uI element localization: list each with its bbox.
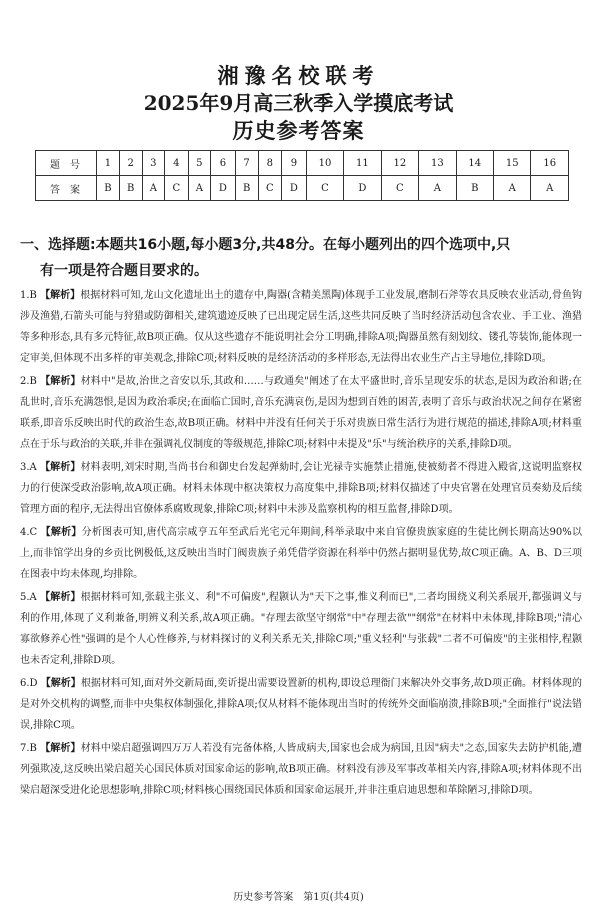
question-number: 16 <box>531 151 569 176</box>
question-number: 7 <box>235 151 258 176</box>
explanation-item <box>20 738 582 801</box>
answer-cell: D <box>282 176 307 201</box>
explanation-item <box>20 285 582 369</box>
answer-cell: B <box>235 176 258 201</box>
item-number: 6.D <box>20 678 38 689</box>
explanation-item <box>20 457 582 520</box>
analysis-tag: 【解析】 <box>40 743 81 754</box>
item-number: 2.B <box>20 376 37 387</box>
item-text: 根据材料可知,面对外交新局面,奕䜣提出需要设置新的机构,即设总理衙门来解决外交事务,故D项正确。材料体现的是对外交机构的调整,而非中央集权体制强化,排除A项;仅从材料不能体现出当时的传统外交面临崩溃,排除B项;"全面推行"说法错误,排除C项。 <box>20 678 583 731</box>
answer-cell: C <box>258 176 282 201</box>
exam-name-title: 2025年9月高三秋季入学摸底考试 <box>143 91 454 115</box>
answer-cell: B <box>119 176 142 201</box>
question-number: 3 <box>142 151 164 176</box>
answer-doc-title: 历史参考答案 <box>232 119 365 143</box>
answer-cell: A <box>494 176 531 201</box>
explanation-item <box>20 673 582 736</box>
item-text: 根据材料可知,龙山文化遗址出土的遗存中,陶器(含精美黑陶)体现手工业发展,磨制石斧等农具反映农业活动,骨鱼钩涉及渔猎,石箭头可能与狩猎或防御相关,建筑遗迹反映了已出现定居生活,这些共同反映了当时经济活动包含农业、手工业、渔猎等多种形态,具有多元特征,故B项正确。仅从这些遗存不能说明社会分工明确,排除A项;陶器虽然有刻划纹、镂孔等装饰,能体现一定审美,但体现不出多样的审美观念,排除C项;材料反映的是经济活动的多样形态,无法得出农业生产占主导地位,排除D项。 <box>20 290 582 364</box>
item-text: 材料中梁启超强调四万万人若没有完备体格,人皆成病夫,国家也会成为病国,且因"病夫"之态,国家失去防护机能,遭列强欺凌,这反映出梁启超关心国民体质对国家命运的影响,故B项正确。材料没有涉及军事改革相关内容,排除A项;材料体现不出梁启超深受进化论思想影响,排除C项;材料核心围绕国民体质和国家命运展开,并非注重启迪思想和革除陋习,排除D项。 <box>20 743 583 796</box>
question-number: 10 <box>306 151 343 176</box>
explanation-item <box>20 371 582 455</box>
page-footer: 历史参考答案 第1页(共4页) <box>233 892 364 903</box>
explanation-item <box>20 522 582 585</box>
answer-cell: A <box>531 176 569 201</box>
question-number: 15 <box>494 151 531 176</box>
item-number: 4.C <box>20 527 38 538</box>
section-heading-line: 一、选择题:本题共16小题,每小题3分,共48分。在每小题列出的四个选项中,只 <box>20 237 511 253</box>
analysis-tag: 【解析】 <box>40 527 82 538</box>
item-text: 根据材料可知,张载主张义、利"不可偏废",程颢认为"天下之事,惟义利而已",二者均围绕义利关系展开,都强调义与利的作用,体现了义利兼备,明辨义利关系,故A项正确。"存理去欲坚守纲常"中"存理去欲""纲常"在材料中未体现,排除B项;"清心寡欲修养心性"强调的是个人心性修养,与材料探讨的义利关系无关,排除C项;"重义轻利"与张载"二者不可偏废"的主张相悖,程颢也未否定利,排除D项。 <box>20 592 583 666</box>
item-text: 分析图表可知,唐代高宗咸亨五年至武后光宅元年期间,科举录取中来自官僚贵族家庭的生徒比例长期高达90%以上,而非馆学出身的乡贡比例极低,这反映出当时门阀贵族子弟凭借学资源在科举中仍然占据明显优势,故C项正确。A、B、D三项在图表中均未体现,均排除。 <box>20 527 582 580</box>
number-row-label: 题号 <box>36 151 97 176</box>
answer-cell: B <box>97 176 120 201</box>
answer-cell: C <box>306 176 343 201</box>
answer-table <box>35 150 569 201</box>
question-number: 13 <box>419 151 456 176</box>
question-number: 4 <box>165 151 189 176</box>
question-number: 8 <box>258 151 282 176</box>
answer-cell: D <box>211 176 236 201</box>
answer-cell: D <box>344 176 381 201</box>
analysis-tag: 【解析】 <box>40 592 81 603</box>
analysis-tag: 【解析】 <box>40 462 81 473</box>
question-number: 11 <box>344 151 381 176</box>
section-heading-line: 有一项是符合题目要求的。 <box>40 263 208 279</box>
question-number: 2 <box>119 151 142 176</box>
question-number: 1 <box>97 151 120 176</box>
answer-cell: B <box>456 176 493 201</box>
answer-cell: C <box>381 176 418 201</box>
exam-org-title: 湘豫名校联考 <box>217 64 380 88</box>
question-number: 6 <box>211 151 236 176</box>
analysis-tag: 【解析】 <box>40 290 81 301</box>
question-number: 9 <box>282 151 307 176</box>
question-number: 14 <box>456 151 493 176</box>
analysis-tag: 【解析】 <box>40 376 81 387</box>
answer-table-answer-row <box>36 176 569 201</box>
item-number: 5.A <box>20 592 37 603</box>
answer-row-label: 答案 <box>36 176 97 201</box>
item-number: 3.A <box>20 462 37 473</box>
question-number: 5 <box>188 151 210 176</box>
answer-cell: C <box>165 176 189 201</box>
item-number: 1.B <box>20 290 37 301</box>
question-number: 12 <box>381 151 418 176</box>
analysis-tag: 【解析】 <box>40 678 81 689</box>
item-text: 材料表明,刘宋时期,当尚书台和御史台发起弹劾时,会让光禄寺实施禁止措施,使被劾者不得进入殿省,这说明监察权力的行使深受政治影响,故A项正确。材料未体现中枢决策权力高度集中,排除B项;材料仅描述了中央官署在处理官员奏劾及后续管理方面的程序,无法得出官僚体系腐败现象,排除C项;材料中未涉及监察机构的相互监督,排除D项。 <box>20 462 582 515</box>
section-heading <box>20 232 580 284</box>
answer-table-number-row <box>36 151 569 176</box>
answer-cell: A <box>142 176 164 201</box>
item-number: 7.B <box>20 743 37 754</box>
answer-cell: A <box>419 176 456 201</box>
answer-cell: A <box>188 176 210 201</box>
explanation-item <box>20 587 582 671</box>
explanation-list <box>20 285 582 803</box>
item-text: 材料中"是故,治世之音安以乐,其政和……与政通矣"阐述了在太平盛世时,音乐呈现安乐的状态,是因为政治和谐;在乱世时,音乐充满怨恨,是因为政治乖戾;在面临亡国时,音乐充满哀伤,是因为想到百姓的困苦,表明了音乐与政治状况之间存在紧密联系,即音乐反映出时代的政治生态,故B项正确。材料中并没有任何关于乐对贵族日常生活行为进行规范的描述,排除A项;材料重点在于乐与政治的关联,并非在强调礼仪制度的等级规范,排除C项;材料中未提及"乐"与统治秩序的关系,排除D项。 <box>20 376 582 450</box>
